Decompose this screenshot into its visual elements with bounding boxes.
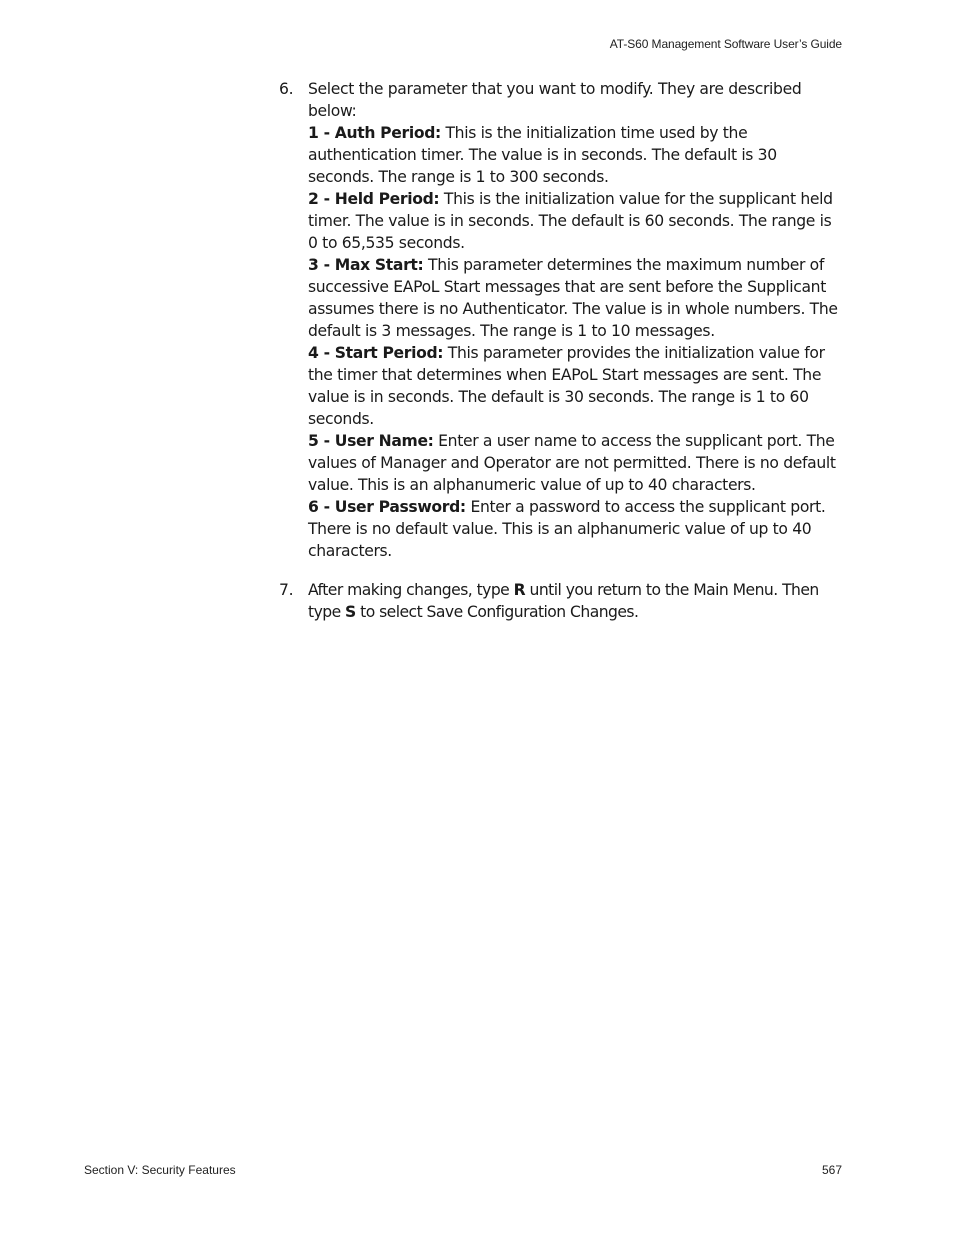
step-number: 6.	[279, 80, 294, 98]
step-text-part: until you return to the Main Menu. Then type	[308, 581, 819, 621]
page-number: 567	[821, 1163, 842, 1177]
param-label: 1 - Auth Period:	[308, 124, 441, 142]
param-description: This parameter determines the maximum number of successive EAPoL Start messages that are sent before the Supplicant assumes there is no Authenticator. The value is in whole numbers. The default is 3 messages. The range is 1 to 10 messages.	[308, 256, 838, 340]
param-description: Enter a password to access the supplicant port. There is no default value. This is an alphanumeric value of up to 40 characters.	[308, 498, 826, 560]
param-description: This is the initialization time used by the authentication timer. The value is in seconds. The default is 30 seconds. The range is 1 to 300 seconds.	[308, 124, 777, 186]
param-held-period	[308, 188, 842, 254]
param-label: 4 - Start Period:	[308, 344, 444, 362]
step-text	[308, 579, 842, 623]
step-intro: Select the parameter that you want to modify. They are described below:	[308, 80, 802, 120]
param-label: 3 - Max Start:	[308, 256, 424, 274]
param-label: 2 - Held Period:	[308, 190, 440, 208]
running-header: AT-S60 Management Software User’s Guide	[609, 37, 842, 51]
page-body	[279, 78, 842, 640]
step-text-part: After making changes, type	[308, 581, 514, 599]
param-start-period	[308, 342, 842, 430]
param-label: 5 - User Name:	[308, 432, 434, 450]
footer-section: Section V: Security Features	[84, 1163, 236, 1177]
step-6	[279, 78, 842, 562]
step-text-part: to select Save Configuration Changes.	[355, 603, 639, 621]
param-description: This parameter provides the initialization value for the timer that determines when EAPoL Start messages are sent. The value is in seconds. The default is 30 seconds. The range is 1 to 60 seconds.	[308, 344, 825, 428]
key-s: S	[345, 603, 356, 621]
param-user-name	[308, 430, 842, 496]
param-user-password	[308, 496, 842, 562]
param-auth-period	[308, 122, 842, 188]
step-number: 7.	[279, 581, 294, 599]
param-description: This is the initialization value for the supplicant held timer. The value is in seconds. The default is 60 seconds. The range is 0 to 65,535 seconds.	[308, 190, 833, 252]
param-label: 6 - User Password:	[308, 498, 466, 516]
param-max-start	[308, 254, 842, 342]
param-description: Enter a user name to access the supplicant port. The values of Manager and Operator are not permitted. There is no default value. This is an alphanumeric value of up to 40 characters.	[308, 432, 836, 494]
step-7	[279, 579, 842, 623]
key-r: R	[513, 581, 526, 599]
